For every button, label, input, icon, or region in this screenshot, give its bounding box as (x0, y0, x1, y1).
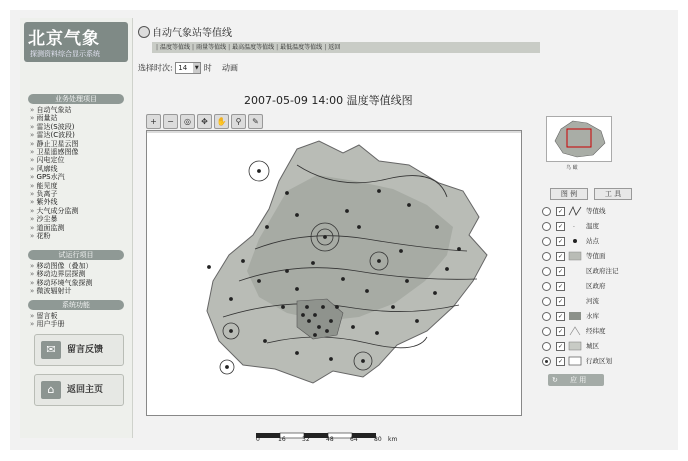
animate-link[interactable]: 动画 (221, 63, 238, 73)
tab-legend[interactable] (550, 188, 588, 200)
tab-separator: | (156, 44, 159, 51)
station-dot (365, 289, 369, 293)
legend-row (542, 294, 642, 308)
section-header-business[interactable] (28, 94, 124, 104)
station-dot (329, 319, 333, 323)
station-dot (263, 339, 267, 343)
layer-radio[interactable] (542, 312, 551, 321)
station-dot (357, 225, 361, 229)
nav-list-system (30, 312, 65, 329)
city-symbol-icon (568, 341, 582, 351)
layer-checkbox[interactable]: ✓ (557, 238, 564, 245)
station-dot (415, 319, 419, 323)
title-bullet-icon (138, 26, 150, 38)
station-dot (313, 313, 317, 317)
nav-business-item[interactable]: » 闪电定位 (30, 156, 79, 164)
nav-business-item[interactable]: » 静止卫星云图 (30, 140, 79, 148)
layer-radio[interactable] (542, 222, 551, 231)
station-dot (313, 333, 317, 337)
water-symbol-icon (568, 311, 582, 321)
scale-label: 16 (278, 436, 286, 443)
legend-label: 经纬度 (586, 327, 606, 335)
nav-trial-item[interactable]: » 移动边界层探测 (30, 270, 93, 278)
hand-icon[interactable]: ✋ (214, 114, 229, 129)
nav-list-business (30, 106, 79, 241)
legend-label: 等值线 (586, 207, 606, 215)
station-dot (295, 287, 299, 291)
layer-radio[interactable] (542, 237, 551, 246)
apply-button-label: 应 用 (570, 376, 587, 384)
nav-business-item[interactable]: » 紫外线 (30, 198, 79, 206)
scale-label: 64 (350, 436, 358, 443)
nav-business-item[interactable]: » 道面监测 (30, 224, 79, 232)
tab-separator: | (228, 44, 231, 51)
station-dot (399, 249, 403, 253)
nav-business-item[interactable]: » GPS水汽 (30, 173, 79, 181)
layer-checkbox[interactable]: ✓ (557, 298, 564, 305)
zoom-out-icon[interactable]: − (163, 114, 178, 129)
station-dot (285, 191, 289, 195)
station-dot (285, 269, 289, 273)
station-dot (341, 277, 345, 281)
hour-unit-label: 时 (203, 63, 212, 73)
nav-trial-item[interactable]: » 移动环境气象探测 (30, 279, 93, 287)
station-dot (257, 169, 261, 173)
tab-legend-label: 图 例 (560, 190, 578, 198)
station-dot (321, 305, 325, 309)
none-symbol-icon (568, 296, 582, 306)
layer-checkbox[interactable]: ✓ (557, 223, 564, 230)
tab-tools-label: 工 具 (604, 190, 622, 198)
layer-radio[interactable] (542, 207, 551, 216)
legend-row (542, 234, 642, 248)
search-icon[interactable]: ⚲ (231, 114, 246, 129)
station-dot (361, 359, 365, 363)
map-title: 2007-05-09 14:00 温度等值线图 (244, 94, 413, 107)
station-dot (391, 305, 395, 309)
page-title: 自动气象站等值线 (152, 28, 232, 39)
station-dot (457, 247, 461, 251)
layer-checkbox[interactable]: ✓ (557, 358, 564, 365)
nav-business-item[interactable]: » 卫星遥感图像 (30, 148, 79, 156)
station-dot (229, 297, 233, 301)
station-dot (311, 261, 315, 265)
nav-business-item[interactable]: » 沙尘暴 (30, 215, 79, 223)
station-dot (375, 331, 379, 335)
nav-business-item[interactable]: » 负离子 (30, 190, 79, 198)
nav-business-item[interactable]: » 雨量站 (30, 114, 79, 122)
logo-title: 北京气象 (28, 29, 100, 49)
logo (24, 22, 128, 62)
tab-link[interactable]: 最低温度等值线 (280, 44, 323, 51)
legend-row (542, 249, 642, 263)
section-header-trial[interactable] (28, 250, 124, 260)
zoom-extent-icon[interactable]: ◎ (180, 114, 195, 129)
nav-system-item[interactable]: » 留言板 (30, 312, 65, 320)
legend-label: 行政区划 (586, 357, 612, 365)
info-icon[interactable]: ✎ (248, 114, 263, 129)
layer-radio[interactable] (542, 357, 551, 366)
station-dot (325, 329, 329, 333)
station-dot (433, 291, 437, 295)
refresh-icon: ↻ (552, 376, 558, 384)
legend-label: 区政府注记 (586, 267, 619, 275)
station-dot (405, 279, 409, 283)
legend-label: 等值面 (586, 252, 606, 260)
nav-business-item[interactable]: » 花粉 (30, 232, 79, 240)
station-dot (265, 225, 269, 229)
nav-business-item[interactable]: » 能见度 (30, 182, 79, 190)
pan-arrows-icon[interactable]: ✥ (197, 114, 212, 129)
hour-select-value: 14 (178, 64, 188, 72)
station-dot (229, 329, 233, 333)
tab-separator: | (276, 44, 279, 51)
station-dot (345, 209, 349, 213)
station-dot (329, 357, 333, 361)
scale-label: 32 (302, 436, 310, 443)
scale-label: 0 (256, 436, 260, 443)
layer-checkbox[interactable]: ✓ (557, 328, 564, 335)
apply-button[interactable] (548, 374, 604, 386)
layer-checkbox[interactable]: ✓ (557, 283, 564, 290)
station-dot (445, 267, 449, 271)
legend-row (542, 324, 642, 338)
tab-link[interactable]: 最高温度等值线 (232, 44, 275, 51)
fill-symbol-icon (568, 251, 582, 261)
station-dot (351, 325, 355, 329)
station-dot (317, 325, 321, 329)
home-button[interactable] (34, 374, 124, 406)
legend-label: 水库 (586, 312, 599, 320)
box-symbol-icon (568, 356, 582, 366)
station-dot (207, 265, 211, 269)
nav-business-item[interactable]: » 自动气象站 (30, 106, 79, 114)
station-dot (305, 305, 309, 309)
sidebar (20, 18, 133, 438)
logo-subtitle: 探测资料综合显示系统 (30, 50, 100, 58)
nav-business-item[interactable]: » 大气成分监测 (30, 207, 79, 215)
nav-business-item[interactable]: » 雷达(C波段) (30, 131, 79, 139)
legend-label: 河流 (586, 297, 599, 305)
time-label: 选择时次: (138, 63, 173, 73)
none-symbol-icon (568, 281, 582, 291)
zoom-in-icon[interactable]: + (146, 114, 161, 129)
legend-row (542, 354, 642, 368)
station-dot (295, 351, 299, 355)
nav-trial-item[interactable]: » 移动图像（叠加） (30, 262, 93, 270)
station-dot (295, 213, 299, 217)
time-controls (138, 62, 238, 74)
message-icon: ✉ (41, 341, 61, 359)
tab-separator: | (192, 44, 195, 51)
nav-trial-item[interactable]: » 微波辐射计 (30, 287, 93, 295)
tab-tools[interactable] (594, 188, 632, 200)
section-header-label: 试运行项目 (58, 251, 94, 259)
nav-business-item[interactable]: » 风廓线 (30, 165, 79, 173)
minimap-caption: 鸟 瞰 (566, 165, 578, 171)
tab-link[interactable]: 温度等值线 (160, 44, 191, 51)
home-button-label: 返回主页 (67, 385, 104, 395)
layer-checkbox[interactable]: ✓ (557, 253, 564, 260)
station-dot (335, 305, 339, 309)
grid-symbol-icon (568, 326, 582, 336)
scale-unit: km (388, 436, 398, 443)
legend-row (542, 264, 642, 278)
layer-radio[interactable] (542, 282, 551, 291)
map-canvas[interactable] (146, 130, 522, 416)
layer-checkbox[interactable]: ✓ (557, 208, 564, 215)
tab-separator: | (324, 44, 327, 51)
legend-row (542, 309, 642, 323)
station-dot (301, 313, 305, 317)
layer-checkbox[interactable]: ✓ (557, 343, 564, 350)
station-dot (377, 189, 381, 193)
legend-label: 站点 (586, 237, 599, 245)
station-dot (323, 235, 327, 239)
scale-bar (256, 426, 406, 445)
station-dot (377, 259, 381, 263)
legend-row (542, 219, 642, 233)
feedback-button[interactable] (34, 334, 124, 366)
station-dot (225, 365, 229, 369)
dot-symbol-icon (568, 236, 582, 246)
legend-label: 温度 (586, 222, 599, 230)
layer-checkbox[interactable]: ✓ (557, 268, 564, 275)
tab-link[interactable]: 返回 (328, 44, 341, 51)
home-icon: ⌂ (41, 381, 61, 399)
scale-label: 48 (326, 436, 334, 443)
layer-radio[interactable] (542, 297, 551, 306)
legend-row (542, 204, 642, 218)
station-dot (241, 259, 245, 263)
section-header-system[interactable] (28, 300, 124, 310)
nav-system-item[interactable]: » 用户手册 (30, 320, 65, 328)
station-dot (307, 319, 311, 323)
tab-bar (152, 42, 540, 53)
contour-symbol-icon (568, 206, 582, 216)
legend-label: 城区 (586, 342, 599, 350)
layer-radio[interactable] (542, 327, 551, 336)
legend-row (542, 339, 642, 353)
hour-select[interactable] (175, 62, 201, 74)
feedback-button-label: 留言反馈 (67, 345, 104, 355)
tab-link[interactable]: 雨量等值线 (196, 44, 227, 51)
contour-map (147, 131, 521, 415)
station-dot (257, 279, 261, 283)
station-dot (435, 225, 439, 229)
layer-radio[interactable] (542, 267, 551, 276)
layer-radio[interactable] (542, 342, 551, 351)
svg-text:·: · (573, 224, 575, 231)
section-header-label: 业务处理项目 (55, 95, 97, 103)
scale-label: 80 (374, 436, 382, 443)
layer-checkbox[interactable]: ✓ (557, 313, 564, 320)
station-dot (281, 305, 285, 309)
text-symbol-icon (568, 221, 582, 231)
station-dot (407, 203, 411, 207)
overview-minimap[interactable] (546, 116, 612, 162)
chevron-down-icon: ▼ (194, 65, 199, 71)
legend-label: 区政府 (586, 282, 606, 290)
minimap-graphic (547, 117, 611, 161)
nav-business-item[interactable]: » 雷达(S波段) (30, 123, 79, 131)
section-header-label: 系统功能 (62, 301, 90, 309)
nav-list-trial (30, 262, 93, 296)
none-symbol-icon (568, 266, 582, 276)
legend-row (542, 279, 642, 293)
layer-radio[interactable] (542, 252, 551, 261)
